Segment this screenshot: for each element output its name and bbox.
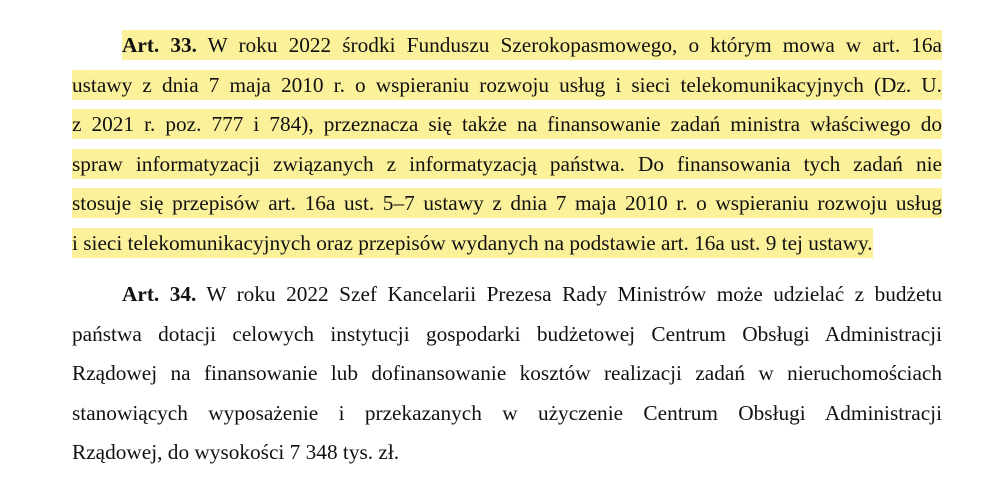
article-34-text-1: W roku 2022 Szef Kancelarii Prezesa Rady Ministrów może udzielać z budżetu: [196, 282, 942, 306]
article-33-text-5: stosuje się przepisów art. 16a ust. 5–7 ustawy z dnia 7 maja 2010 r. o wspieraniu rozwoju usług: [72, 188, 942, 218]
article-33-text-3: z 2021 r. poz. 777 i 784), przeznacza się także na finansowanie zadań ministra właściwego do: [72, 109, 942, 139]
article-33-line-1: [72, 26, 942, 66]
document-page: [72, 26, 942, 473]
article-33-label: Art. 33.: [122, 33, 197, 57]
article-33-line-4: [72, 145, 942, 185]
article-33-line-3: [72, 105, 942, 145]
article-33-line-2: [72, 66, 942, 106]
article-33-text-2: ustawy z dnia 7 maja 2010 r. o wspieraniu rozwoju usług i sieci telekomunikacyjnych (Dz. U.: [72, 70, 942, 100]
article-34-text-2: państwa dotacji celowych instytucji gospodarki budżetowej Centrum Obsługi Administracji: [72, 321, 942, 346]
article-34-line-4: [72, 394, 942, 434]
article-34-line-2: [72, 315, 942, 355]
paragraph-gap: [72, 263, 942, 275]
article-34-line-5: [72, 433, 942, 473]
article-33-text-4: spraw informatyzacji związanych z informatyzacją państwa. Do finansowania tych zadań nie: [72, 149, 942, 179]
article-33-text-6: i sieci telekomunikacyjnych oraz przepisów wydanych na podstawie art. 16a ust. 9 tej ustawy.: [72, 228, 873, 258]
article-34-text-4: stanowiących wyposażenie i przekazanych w użyczenie Centrum Obsługi Administracji: [72, 400, 942, 425]
article-33-line-5: [72, 184, 942, 224]
article-34-text-5: Rządowej, do wysokości 7 348 tys. zł.: [72, 440, 400, 464]
article-34-text-3: Rządowej na finansowanie lub dofinansowanie kosztów realizacji zadań w nieruchomościach: [72, 361, 942, 385]
article-34: [72, 275, 942, 473]
article-34-label: Art. 34.: [122, 282, 197, 306]
article-33-line-6: [72, 224, 942, 264]
article-33: [72, 26, 942, 263]
article-34-line-1: [72, 275, 942, 315]
article-33-text-1: W roku 2022 środki Funduszu Szerokopasmowego, o którym mowa w art. 16a: [196, 33, 942, 57]
article-34-line-3: [72, 354, 942, 394]
